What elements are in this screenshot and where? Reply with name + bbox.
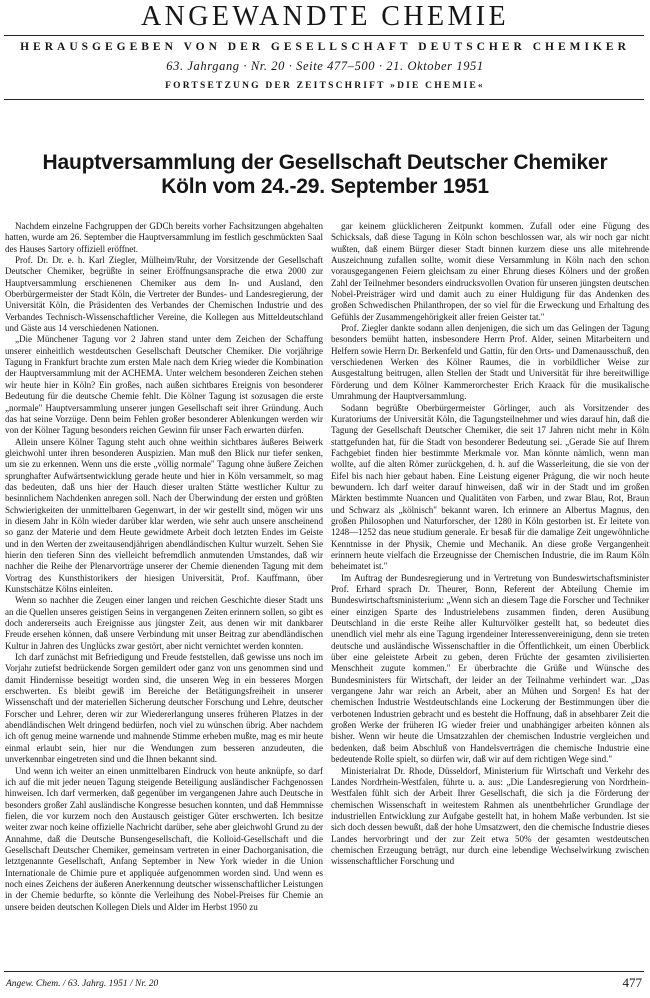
article-column-right bbox=[331, 221, 649, 868]
masthead-rule-top bbox=[4, 35, 644, 36]
headline-line-1: Hauptversammlung der Gesellschaft Deutscher Chemiker bbox=[42, 151, 608, 174]
left-paragraph: „Die Münchener Tagung vor 2 Jahren stand unter dem Zeichen der Schaffung unserer einheitlich westdeutschen Gesellschaft Deutscher Chemiker. Die vorjährige Tagung in Frankfurt brachte zum ersten Male nach dem Krieg wieder die Kombination der Hauptversammlung mit der ACHEMA. Unter welchem besonderen Zeichen stehen wir heute hier in Köln? Ein großes, nach außen sichtbares Ereignis von besonderer Bedeutung für die deutsche Chemie fehlt. Die Kölner Tagung ist sozusagen die erste „normale" Hauptversammlung unserer jungen Gesellschaft seit ihrer Gründung. Auch das hat seine Vorzüge. Denn beim Fehlen großer besonderer Ablenkungen werden wir von der Kölner Tagung besonders reichen Gewinn für unser Fach erwarten dürfen. bbox=[5, 334, 323, 436]
right-paragraph: Ministerialrat Dr. Rhode, Düsseldorf, Ministerium für Wirtschaft und Verkehr des Landes Nordrhein-Westfalen, führte u. a. aus: „Die Landesregierung von Nordrhein-Westfalen fühlt sich der Arbeit Ihrer Gesellschaft, die sich ja die Förderung der chemischen Wissenschaft in weitestem Rahmen als unentbehrlicher Grundlage der industriellen Entwicklung zur Aufgabe gestellt hat, in hohem Maße verbunden. Ist sie sich doch dessen bewußt, daß der hohe Umsatzwert, den die chemische Industrie dieses Landes hervorbringt und der zur Zeit etwa 50% der gesamten westdeutschen chemischen Erzeugung beträgt, nur durch eine lebendige Wechselwirkung zwischen wissenschaftlicher Forschung und bbox=[331, 765, 649, 867]
left-paragraph: Ich darf zunächst mit Befriedigung und Freude feststellen, daß gewisse uns noch im Vorjahr zutiefst bedrückende Sorgen gemildert oder ganz von uns genommen sind und damit Hindernisse beseitigt worden sind, die unseren Weg in ein besseres Morgen erschwerten. Es bleibt gewiß im Bereiche der Betätigungsfreiheit in unserer Wissenschaft und der materiellen Sicherung deutscher Forschung und Lehre, deutscher Forscher und Lehrer, deren wir zur Wiedererlangung unseres früheren Platzes in der abendländischen Welt dringend bedürfen, noch viel zu wünschen übrig. Aber nachdem ich oft genug meine warnende und mahnende Stimme erheben mußte, mag es mir heute einmal erlaubt sein, hier nur die Wendungen zum besseren anzudeuten, die unverkennbar eingetreten sind und die Ihnen bekannt sind. bbox=[5, 652, 323, 765]
article-headline bbox=[0, 151, 650, 199]
right-paragraph: Sodann begrüßte Oberbürgermeister Görlinger, auch als Vorsitzender des Kuratoriums der Universität Köln, die Tagungsteilnehmer und wies darauf hin, daß die Tagung der Gesellschaft Deutscher Chemiker, die seit 17 Jahren nicht mehr in Köln stattgefunden hat, für die Stadt von besonderer Bedeutung sei. „Gerade Sie auf Ihrem Fachgebiet finden hier bestimmte Merkmale vor. Man könnte nämlich, wenn man wollte, auf die alten Römer zurückgehen, d. h. auf die Wasserleitung, die sie von der Eifel bis nach hier gebaut haben. Eine Leistung eigener Prägung, die wir noch heute bewundern. Ich darf weiter darauf hinweisen, daß wir in der Stadt und im großen Märkten bestimmte Nuancen und Qualitäten von Farben, und zwar Blau, Rot, Braun und Schwarz als „kölnisch" bekannt waren. Ich erinnere an Albertus Magnus, den großen Philosophen und Naturforscher, der 1280 in Köln gestorben ist. Er leitete von 1248—1252 das neue studium generale. Er besaß für die damalige Zeit ungewöhnliche Kenntnisse in der Physik, Chemie und Mechanik. An diese große Vergangenheit erinnern heute vielfach die Erzeugnisse der Chemischen Industrie, die im Raum Köln beheimatet ist." bbox=[331, 402, 649, 572]
journal-title: ANGEWANDTE CHEMIE bbox=[140, 1, 510, 32]
left-paragraph: Und wenn ich weiter an einen unmittelbaren Eindruck von heute anknüpfe, so darf ich auf die mit jeder neuen Tagung steigende Beteiligung ausländischer Fachgenossen hinweisen. Ich darf vermerken, daß gegenüber im vergangenen Jahre auch Deutsche in besonders großer Zahl ausländische Kongresse besuchen konnten, und daß Hemmnisse fielen, die vor kurzem noch den Austausch geistiger Güter erschwerten. Ich besitze weiter zwar noch keine offizielle Nachricht darüber, sehe aber gleichwohl Grund zu der Annahme, daß die Deutsche Bunsengesellschaft, die Kolloid-Gesellschaft und die Gesellschaft Deutscher Chemiker, gemeinsam vertreten in einer Dachorganisation, die letztgenannte Gesellschaft, Anfang September in New York wieder in die Union Internationale de Chimie pure et appliquée aufgenommen worden sind. Und wenn es noch eines Zeichens der äußeren Anerkennung deutscher wissenschaftlicher Leistungen in der Chemie bedurfte, so könnte die Verleihung des Nobel-Preises für Chemie an unsere beiden deutschen Kollegen Diels und Alder im Herbst 1950 zu bbox=[5, 765, 323, 912]
right-paragraph: gar keinem glücklicheren Zeitpunkt kommen. Zufall oder eine Fügung des Schicksals, daß diese Tagung in Köln schon beschlossen war, als wir noch gar nicht wußten, daß einem Bürger dieser Stadt binnen kurzem diese uns alle mitehrende Auszeichnung zufallen sollte, womit diese Versammlung in Köln nach den schon vorausgegangenen Feiern gleichsam zu einer Ehrung dieses Kölners und der großen Zahl der Teilnehmer besonders eindrucksvollen Ovation für unseren jüngsten deutschen Nobel-Preisträger wird und damit auch zu einer Huldigung für das Andenken des großen Schwedischen Philanthropen, der so viel für die Erweckung und Erhaltung des Gefühls der Zusammengehörigkeit aller freien Geister tat." bbox=[331, 221, 650, 322]
headline-line-2: Köln vom 24.-29. September 1951 bbox=[161, 175, 489, 198]
left-paragraph: Allein unsere Kölner Tagung steht auch ohne weithin sichtbares äußeres Beiwerk gleichwohl unter ihren besonderen Auspizien. Man muß den Blick nur tiefer senken, um sie zu erkennen. Wenn uns die erste „völlig normale" Tagung ohne äußere Zeichen sprunghafter Aufwärtsentwicklung gerade heute und hier in Köln versammelt, so mag das bedeuten, daß uns hier der Hauch dieser uralten Stätte westlicher Kultur zu besinnlichem Nachdenken anregen soll. Nach der Überwindung der ersten und größten Schwierigkeiten der unmittelbaren Gegenwart, in der wir gestellt sind, mögen wir uns in diesem Jahr in Köln wieder darüber klar werden, wie sehr auch unsere anscheinend so ganz der Materie und dem Heute gewidmete Arbeit doch letzten Endes im Geiste und in den Werten der zweitausendjährigen abendländischen Kultur wurzelt. Sehen Sie hierin den tieferen Sinn des vielleicht befremdlich anmutenden Umstandes, daß wir nachher die Reihe der Plenarvorträge unserer der Chemie dienenden Tagung mit dem Vortrag des Kunsthistorikers der hiesigen Universität, Prof. Kauffmann, über Kunstschätze Kölns einleiten. bbox=[5, 436, 323, 594]
left-paragraph: Nachdem einzelne Fachgruppen der GDCh bereits vorher Fachsitzungen abgehalten hatten, wurde am 26. September die Hauptversammlung im festlich geschmückten Saal des Hauses Sartory offiziell eröffnet. bbox=[5, 221, 323, 254]
right-paragraph: Prof. Ziegler dankte sodann allen denjenigen, die sich um das Gelingen der Tagung besonders bemüht hatten, insbesondere Herrn Prof. Alder, seinen Mitarbeitern und Helfern sowie Herrn Dr. Berkenfeld und Gattin, für den Orts- und Damenausschuß, den verschiedenen Werken des Kölner Raumes, die in vorbildlicher Weise zur Ausgestaltung beitrugen, allen Stellen der Stadt und Universität für ihre bereitwillige Förderung und dem Kölner Kammerorchester Erich Kraack für die musikalische Umrahmung der Hauptversammlung. bbox=[331, 323, 649, 402]
continuation-line: FORTSETZUNG DER ZEITSCHRIFT »DIE CHEMIE« bbox=[165, 81, 485, 91]
footer-rule bbox=[4, 971, 644, 972]
issue-line: 63. Jahrgang · Nr. 20 · Seite 477–500 · 21. Oktober 1951 bbox=[166, 59, 484, 73]
masthead-rule-bottom bbox=[4, 99, 644, 100]
right-paragraph: Im Auftrag der Bundesregierung und in Vertretung von Bundeswirtschaftsminister Prof. Erhard sprach Dr. Theurer, Bonn, Referent der Abteilung Chemie im Bundeswirtschaftsministerium: „Wenn sich an diesem Tage die Forscher und Techniker einer einzigen Sparte des Industrielebens zusammen finden, deren Ausübung Deutschland in die erste Reihe aller Kulturvölker gestellt hat, so bedeutet dies unendlich viel mehr als eine Tagung irgendeiner Interessenvereinigung, denn sie treten deutsche und ausländische Wissenschaftler in die Öffentlichkeit, um einen Überblick über eine geleistete Arbeit zu geben, deren Früchte der gesamten zivilisierten Menschheit zugute kommen." Er überbrachte die Grüße und Wünsche des Bundesministers für Wirtschaft, der leider an der Teilnahme verhindert war. „Das vergangene Jahr war reich an Arbeit, aber an Mühen und Sorgen! Es hat der chemischen Industrie Westdeutschlands eine Lockerung der Bestimmungen über die verbotenen Industrien gebracht und es besteht die Hoffnung, daß in absehbarer Zeit die großen Werke der früheren IG wieder freier und unabhängiger arbeiten können als bisher. Wenn wir heute die Umsatzzahlen der chemischen Industrie vergleichen und bedenken, daß beim Abschluß von Handelsverträgen die chemische Industrie eine bedeutende Rolle spielt, so dürfen wir, daß wir auf dem richtigen Wege sind." bbox=[331, 572, 649, 765]
left-paragraph: Wenn so nachher die Zeugen einer langen und reichen Geschichte dieser Stadt uns an die Quellen unseres geistigen Seins in vergangenen Zeiten erinnern sollen, so gibt es doch andererseits auch Ereignisse aus jüngster Zeit, aus denen wir mit dankbarer Freude ersehen können, daß unsere Verbindung mit unser Beitrag zur abendländischen Kultur in Jahren des Unglücks zwar gestört, aber nicht vernichtet werden konnten. bbox=[5, 595, 323, 651]
page-number: 477 bbox=[622, 975, 642, 990]
left-paragraph: Prof. Dr. Dr. e. h. Karl Ziegler, Mülheim/Ruhr, der Vorsitzende der Gesellschaft Deutscher Chemiker, begrüßte in seiner Eröffnungsansprache die etwa 2000 zur Hauptversammlung erschienenen Chemiker aus dem In- und Ausland, den Oberbürgermeister der Stadt Köln, die Vertreter der Bundes- und Landesregierung, der Universität Köln, die Präsidenten des Verbandes der Chemischen Industrie und des Verbandes Technisch-Wissenschaftlicher Vereine, die Kollegen aus Mitteldeutschland und Gäste aus 14 verschiedenen Nationen. bbox=[5, 255, 323, 334]
publisher-line: HERAUSGEGEBEN VON DER GESELLSCHAFT DEUTSCHER CHEMIKER bbox=[20, 41, 630, 53]
footer-citation: Angew. Chem. / 63. Jahrg. 1951 / Nr. 20 bbox=[6, 979, 159, 989]
article-column-left bbox=[5, 221, 323, 913]
